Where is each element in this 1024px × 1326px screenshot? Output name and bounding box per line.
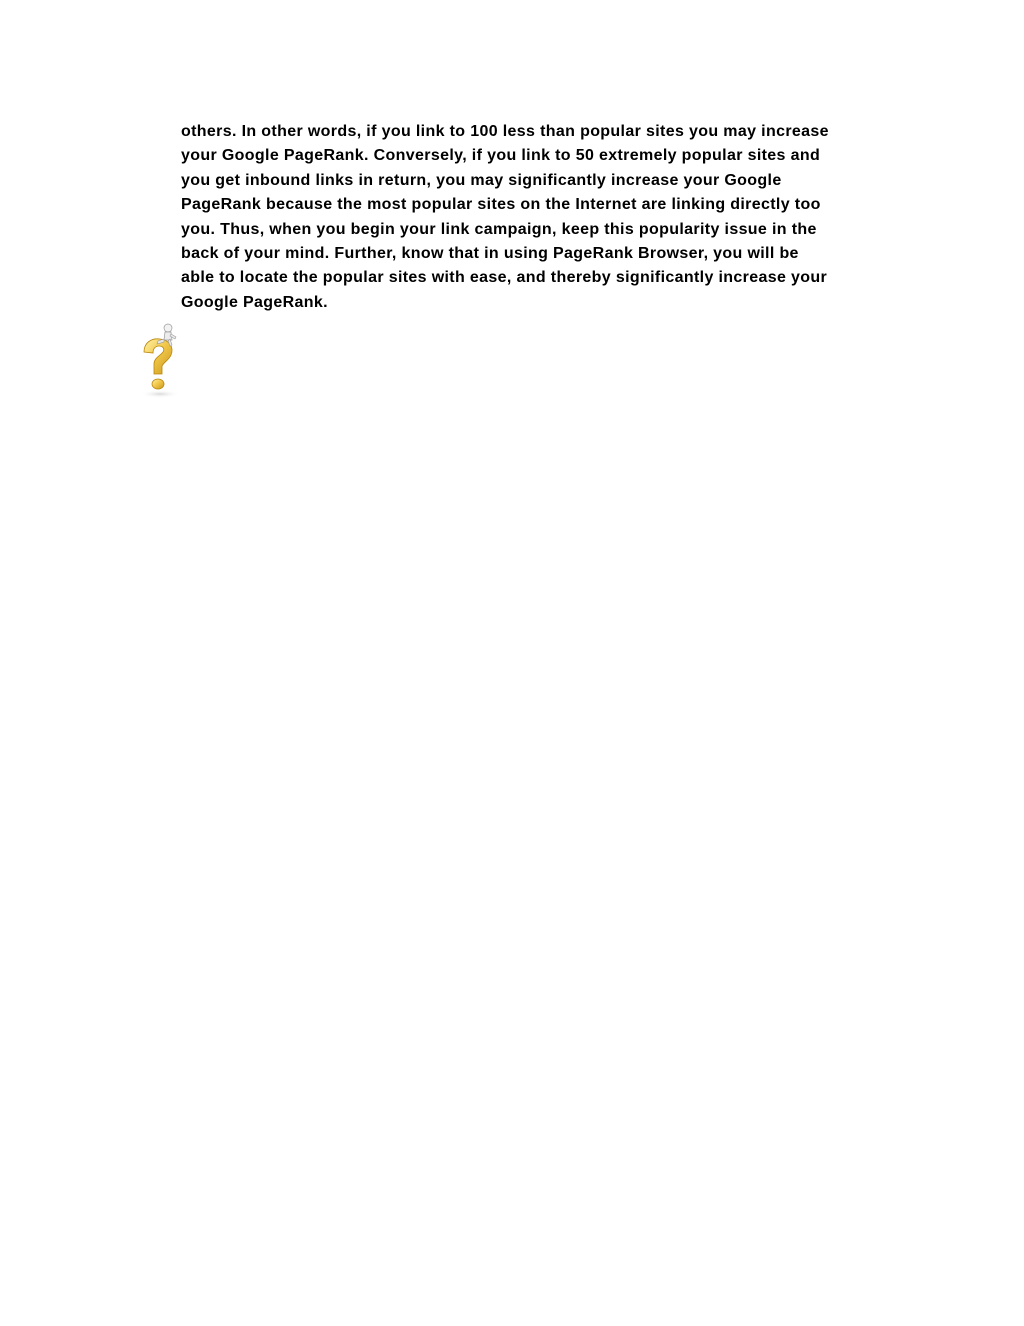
paragraph-line: PageRank because the most popular sites on the Internet are linking directly too (181, 196, 821, 214)
question-mark-person-icon (136, 322, 192, 400)
paragraph-line: you get inbound links in return, you may significantly increase your Google (181, 171, 782, 189)
paragraph-line: your Google PageRank. Conversely, if you link to 50 extremely popular sites and (181, 147, 821, 165)
body-paragraph (181, 120, 901, 315)
paragraph-line: Google PageRank. (181, 293, 328, 311)
paragraph-line: others. In other words, if you link to 100 less than popular sites you may increase (181, 123, 829, 140)
paragraph-line: back of your mind. Further, know that in using PageRank Browser, you will be (181, 245, 799, 263)
paragraph-line: you. Thus, when you begin your link campaign, keep this popularity issue in the (181, 220, 817, 238)
paragraph-line: able to locate the popular sites with ease, and thereby significantly increase your (181, 269, 828, 287)
